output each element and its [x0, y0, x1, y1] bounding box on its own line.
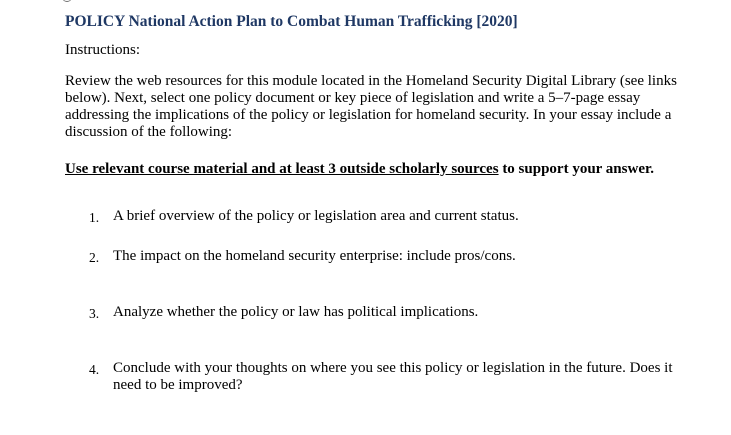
list-item-text: A brief overview of the policy or legislation area and current status. — [113, 208, 519, 224]
title-prefix: POLICY — [65, 13, 125, 30]
list-item-number: 2. — [89, 250, 100, 265]
list-item-number: 4. — [89, 362, 100, 377]
intro-paragraph: Review the web resources for this module located in the Homeland Security Digital Library (see links below). Next, select one policy document or key piece of legislation and write a 5–7-page essay addressing the implications of the policy or legislation for homeland security. In your essay include a discussion of the following: — [65, 73, 677, 140]
title-main: National Action Plan to Combat Human Trafficking [2020] — [128, 13, 518, 30]
requirement-paragraph — [65, 160, 675, 178]
list-item-text: Conclude with your thoughts on where you see this policy or legislation in the future. Does it need to be improved? — [113, 360, 673, 393]
list-item-text: Analyze whether the policy or law has political implications. — [113, 304, 479, 320]
list-item — [89, 304, 679, 322]
list-item-number: 1. — [89, 210, 100, 225]
requirement-rest: to support your answer. — [498, 161, 655, 177]
requirement-underlined: Use relevant course material and at least 3 outside scholarly sources — [65, 161, 499, 177]
list-item — [89, 248, 679, 266]
document-title — [65, 13, 518, 31]
list-item-number: 3. — [89, 306, 100, 321]
list-item — [89, 208, 679, 226]
list-item-text: The impact on the homeland security enterprise: include pros/cons. — [113, 248, 516, 264]
cropped-glyph-mark — [62, 0, 72, 2]
list-item — [89, 360, 679, 394]
instructions-label: Instructions: — [65, 42, 140, 58]
